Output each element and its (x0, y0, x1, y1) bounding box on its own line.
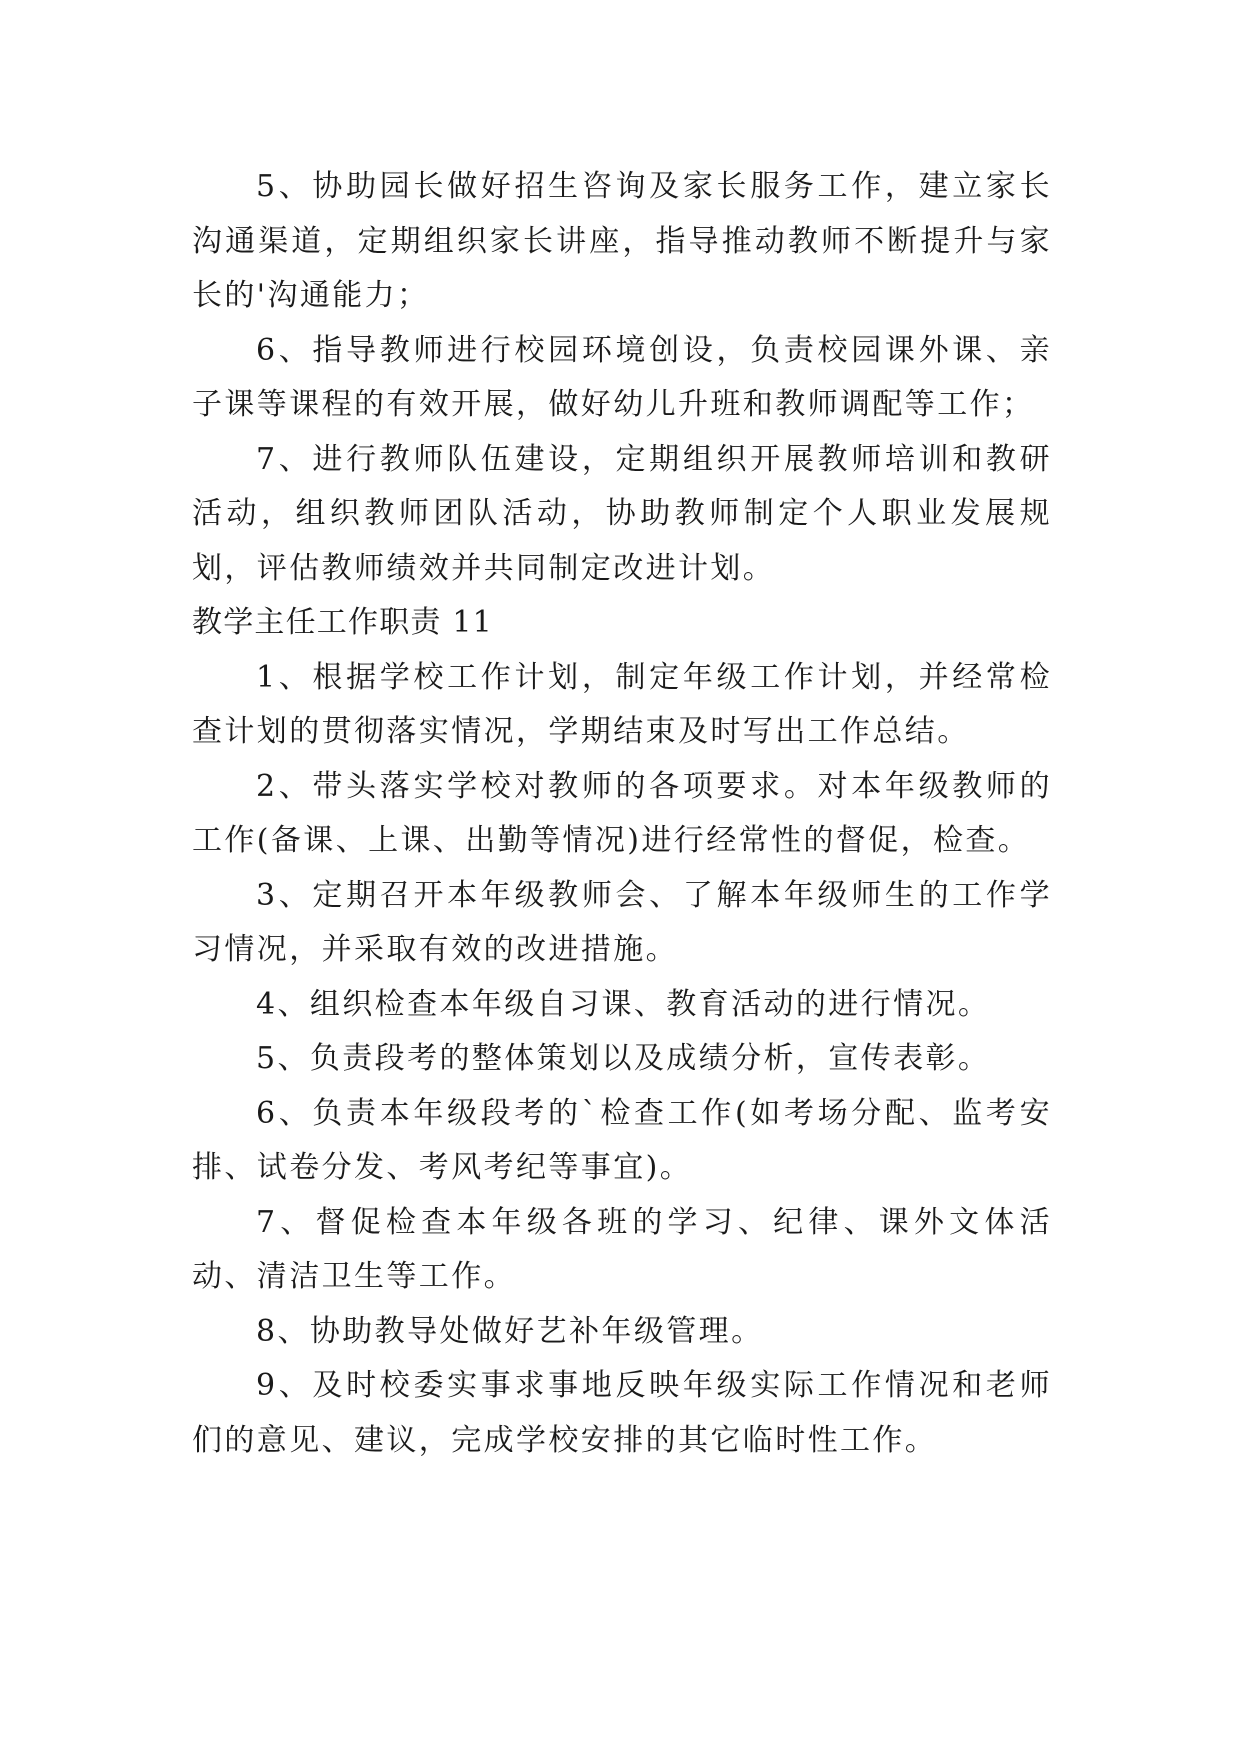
document-body (192, 160, 1052, 1468)
duty-item-5: 5、负责段考的整体策划以及成绩分析，宣传表彰。 (256, 1041, 991, 1076)
paragraph-item-7-teacher-team: 7、进行教师队伍建设，定期组织开展教师培训和教研活动，组织教师团队活动，协助教师制定个人职业发展规划，评估教师绩效并共同制定改进计划。 (192, 441, 1052, 586)
duty-item-1: 1、根据学校工作计划，制定年级工作计划，并经常检查计划的贯彻落实情况，学期结束及时写出工作总结。 (192, 659, 1052, 749)
duty-item-6: 6、负责本年级段考的`检查工作(如考场分配、监考安排、试卷分发、考风考纪等事宜)。 (192, 1095, 1052, 1185)
section-title: 教学主任工作职责 11 (192, 605, 493, 640)
paragraph-item-5-parent-service: 5、协助园长做好招生咨询及家长服务工作，建立家长沟通渠道，定期组织家长讲座，指导推动教师不断提升与家长的'沟通能力； (192, 169, 1052, 313)
duty-item-2: 2、带头落实学校对教师的各项要求。对本年级教师的工作(备课、上课、出勤等情况)进行经常性的督促，检查。 (192, 768, 1052, 858)
duty-item-8: 8、协助教导处做好艺补年级管理。 (256, 1313, 764, 1349)
duty-item-4: 4、组织检查本年级自习课、教育活动的进行情况。 (256, 986, 991, 1022)
duty-item-3: 3、定期召开本年级教师会、了解本年级师生的工作学习情况，并采取有效的改进措施。 (192, 877, 1052, 967)
duty-item-7: 7、督促检查本年级各班的学习、纪律、课外文体活动、清洁卫生等工作。 (192, 1204, 1052, 1294)
paragraph-item-6-environment: 6、指导教师进行校园环境创设，负责校园课外课、亲子课等课程的有效开展，做好幼儿升班和教师调配等工作； (192, 332, 1052, 422)
duty-item-9: 9、及时校委实事求事地反映年级实际工作情况和老师们的意见、建议，完成学校安排的其它临时性工作。 (192, 1368, 1052, 1458)
